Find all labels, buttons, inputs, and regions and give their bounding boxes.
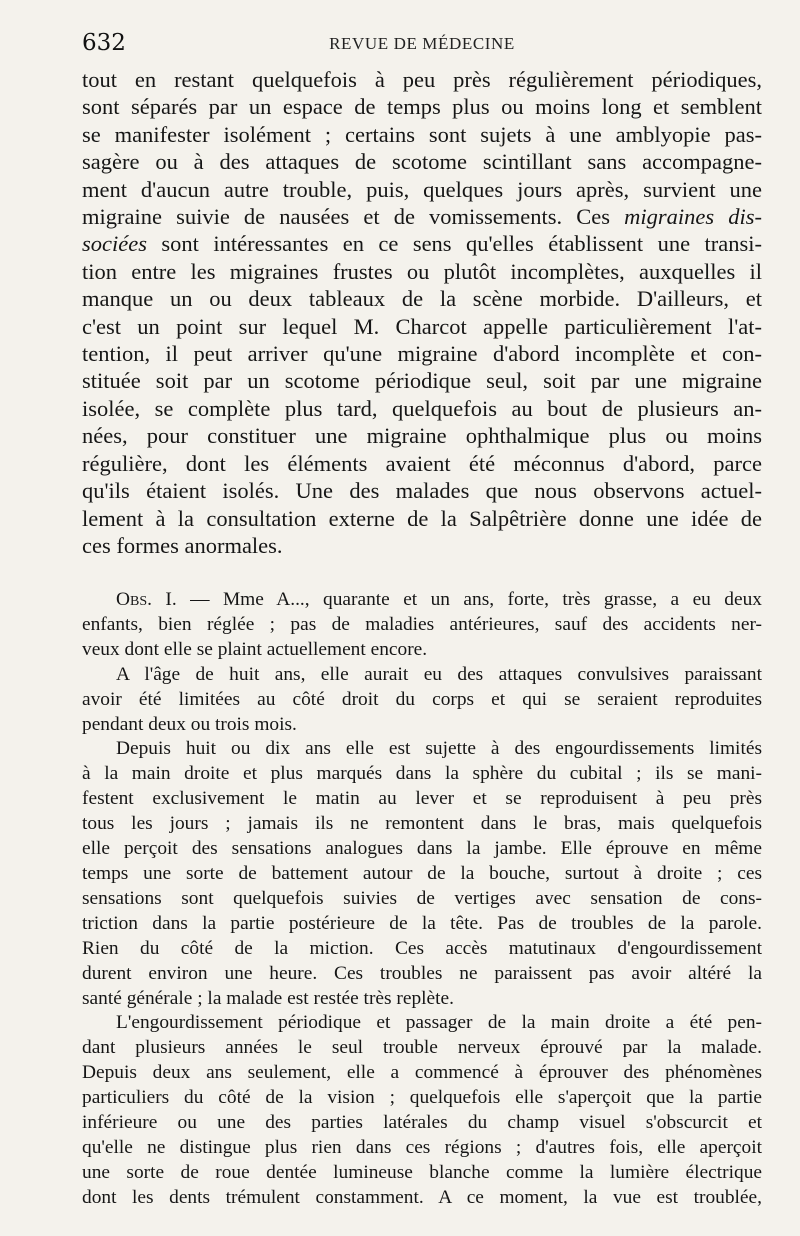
text-line: Depuis huit ou dix ans elle est sujette à des engourdissements limités [116,738,762,760]
text-line: sont séparés par un espace de temps plus ou moins long et semblent [82,94,762,120]
text-line: ces formes anormales. [82,532,283,558]
text-line: santé générale ; la malade est restée très replète. [82,987,454,1009]
observation-label: Obs. I. [116,589,177,610]
text-fragment: migraine suivie de nausées et de vomissements. Ces [82,204,611,230]
text-line: Depuis deux ans seulement, elle a commencé à éprouver des phénomènes [82,1062,762,1084]
text-line: L'engourdissement périodique et passager de la main droite a été pen- [116,1012,762,1034]
text-line [82,203,762,230]
text-line: inférieure ou une des parties latérales du champ visuel s'obscurcit et [82,1112,762,1134]
text-line [82,588,762,613]
observation-dash: — [176,589,223,610]
text-line: festent exclusivement le matin au lever et se reproduisent à peu près [82,788,762,810]
text-line [82,230,762,257]
page-header [82,30,762,58]
text-line: dont les dents trémulent constamment. A ce moment, la vue est troublée, [82,1186,762,1208]
text-line: lement à la consultation externe de la Salpêtrière donne une idée de [82,505,762,531]
running-title: REVUE DE MÉDECINE [329,34,515,53]
text-line: sensations sont quelquefois suivies de vertiges avec sensation de cons- [82,887,762,909]
main-paragraph [82,66,762,559]
text-line: avoir été limitées au côté droit du corps et qui se seraient reproduites [82,688,762,710]
text-line: tout en restant quelquefois à peu près régulièrement périodiques, [82,67,762,92]
text-line: se manifester isolément ; certains sont sujets à une amblyopie pas- [82,121,762,147]
text-line: nées, pour constituer une migraine ophthalmique plus ou moins [82,423,762,449]
text-line: isolée, se complète plus tard, quelquefois au bout de plusieurs an- [82,395,762,421]
text-line: durent environ une heure. Ces troubles ne paraissent pas avoir altéré la [82,962,762,984]
text-line: manque un ou deux tableaux de la scène morbide. D'ailleurs, et [82,286,762,312]
text-line: triction dans la partie postérieure de la tête. Pas de troubles de la parole. [82,912,762,934]
text-line: veux dont elle se plaint actuellement encore. [82,638,428,660]
text-line: à la main droite et plus marqués dans la sphère du cubital ; ils se mani- [82,763,762,785]
text-line: tous les jours ; jamais ils ne remontent dans le bras, mais quelquefois [82,813,762,835]
text-line: ment d'aucun autre trouble, puis, quelques jours après, survient une [82,176,762,202]
text-line: tion entre les migraines frustes ou plutôt incomplètes, auxquelles il [82,258,762,284]
text-line: c'est un point sur lequel M. Charcot appelle particulièrement l'at- [82,313,762,339]
italic-term: migraines dis- [624,204,762,230]
text-line: temps une sorte de battement autour de la bouche, surtout à droite ; ces [82,862,762,884]
text-line: enfants, bien réglée ; pas de maladies antérieures, sauf des accidents ner- [82,613,762,635]
text-line: régulière, dont les éléments avaient été méconnus d'abord, parce [82,450,762,476]
text-line: dant plusieurs années le seul trouble nerveux éprouvé par la malade. [82,1037,762,1059]
text-line: Rien du côté de la miction. Ces accès matutinaux d'engourdissement [82,937,762,959]
text-line: A l'âge de huit ans, elle aurait eu des attaques convulsives paraissant [116,663,762,685]
text-line: sagère ou à des attaques de scotome scintillant sans accompagne- [82,149,762,175]
observation-section [82,588,762,1211]
text-fragment: sont intéressantes en ce sens qu'elles établissent une transi- [161,231,763,257]
text-line: elle perçoit des sensations analogues dans la jambe. Elle éprouve en même [82,838,762,860]
page-number: 632 [82,30,126,56]
text-line: qu'ils étaient isolés. Une des malades que nous observons actuel- [82,478,762,504]
text-fragment: Mme A..., quarante et un ans, forte, très grasse, a eu deux [222,589,762,610]
text-line: stituée soit par un scotome périodique seul, soit par une migraine [82,368,762,394]
text-line: une sorte de roue dentée lumineuse blanche comme la lumière électrique [82,1161,762,1183]
text-line: qu'elle ne distingue plus rien dans ces régions ; d'autres fois, elle aperçoit [82,1136,762,1158]
text-line: tention, il peut arriver qu'une migraine d'abord incomplète et con- [82,341,762,367]
text-line: particuliers du côté de la vision ; quelquefois elle s'aperçoit que la partie [82,1087,762,1109]
italic-term: sociées [82,231,147,257]
text-line: pendant deux ou trois mois. [82,713,297,735]
